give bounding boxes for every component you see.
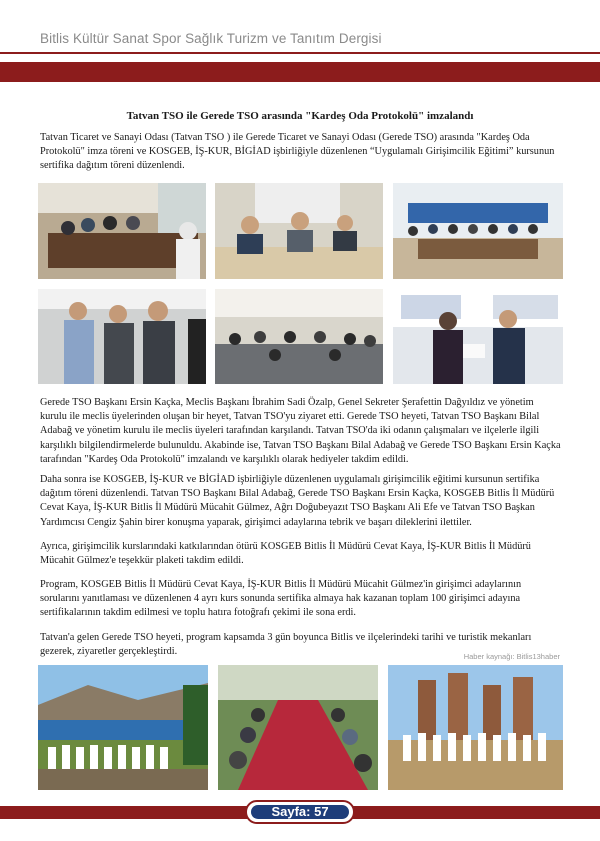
article-paragraph-3: Ayrıca, girişimcilik kurslarındaki katkılarından ötürü KOSGEB Bitlis İl Müdürü Cevat Kaya, İŞ-KUR Bitlis İl Müdürü Mücahit Gülmez'e teşekkür plaketi takdim edildi. [40, 541, 531, 567]
magazine-title: Bitlis Kültür Sanat Spor Sağlık Turizm ve Tanıtım Dergisi [40, 31, 382, 46]
header-divider [0, 52, 600, 54]
article-paragraph-5: Tatvan'a gelen Gerede TSO heyeti, program kapsamda 3 gün boyunca Bitlis ve ilçelerindeki tarihi ve turistik mekanları gezerek, ziyaretler gerçekleştirdi. [40, 632, 532, 658]
news-source-credit: Haber kaynağı: Bitlis13haber [463, 652, 560, 661]
header-band [0, 62, 600, 82]
photo-protocol-signing [215, 183, 383, 279]
photo-group-at-monument [388, 665, 563, 790]
article-title: Tatvan TSO ile Gerede TSO arasında "Kardeş Oda Protokolü" imzalandı [126, 110, 474, 122]
photo-meeting-table [38, 183, 206, 279]
article-paragraph-4: Program, KOSGEB Bitlis İl Müdürü Cevat Kaya, İŞ-KUR Bitlis İl Müdürü Mücahit Gülmez'in girişimci adaylarının sorularını yanıtlaması ve düzenlenen 4 ayrı kurs sonunda sertifika almaya hak kazanan toplam 100 girişimci adayına sertifikalarının takdim edilmesi ve toplu hatıra fotoğrafı çekimi ile sona erdi. [40, 579, 522, 619]
article-intro: Tatvan Ticaret ve Sanayi Odası (Tatvan TSO ) ile Gerede Ticaret ve Sanayi Odası (Gerede TSO) arasında "Kardeş Oda Protokolü" imza töreni ve KOSGEB, İŞ-KUR, BİGİAD işbirliğiyle düzenlenen “Uygulamalı Girişimcilik Eğitimi” kursunun sertifika dağıtım töreni düzenlendi. [40, 132, 555, 172]
photo-certificate-ceremony [393, 289, 563, 384]
photo-conference-hall [393, 183, 563, 279]
page-number-badge [245, 800, 355, 824]
photo-group-by-lake [38, 665, 208, 790]
page-number-label: Sayfa: 57 [251, 805, 349, 819]
photo-dinner-table [218, 665, 378, 790]
photo-audience [215, 289, 383, 384]
article-paragraph-1: Gerede TSO Başkanı Ersin Kaçka, Meclis Başkanı İbrahim Sadi Özalp, Genel Sekreter Şerafettin Dağyıldız ve yönetim kurulu ile meclis üyelerinden oluşan bir heyet, Tatvan TSO'yu ziyaret etti. Gerede TSO heyeti, Tatvan TSO Başkanı Bilal Adabağ ve yönetim kurulu ile meclis üyeleri tarafından karşılandı. Tatvan TSO'da iki odanın çalışmaları ve ilçelerle ilgili karşılıklı bilgilendirmelerde bulunuldu. Akabinde ise, Tatvan TSO Başkanı Bilal Adabağ ve Gerede TSO Başkanı Ersin Kaçka tarafından "Kardeş Oda Protokolü" imzalandı ve karşılıklı olarak hediyeler takdim edildi. [40, 397, 561, 465]
photo-plaque-presentation [38, 289, 206, 384]
article-paragraph-2: Daha sonra ise KOSGEB, İŞ-KUR ve BİGİAD işbirliğiyle düzenlenen uygulamalı girişimcilik eğitimi kursunun sertifika dağıtım töreni düzenlendi. Tatvan TSO Başkanı Bilal Adabağ, Gerede TSO Başkanı Ersin Kaçka, KOSGEB Bitlis İl Müdürü Cevat Kaya, İŞ-KUR Bitlis İl Müdürü Mücahit Gülmez, Ağrı Doğubeyazıt TSO Başkanı Ali Efe ve Tatvan TSO Başkan Yardımcısı Cengiz Şahin birer konuşma yaparak, girişimci adaylarına tebrik ve başarı dileklerini ilettiler. [40, 474, 555, 528]
